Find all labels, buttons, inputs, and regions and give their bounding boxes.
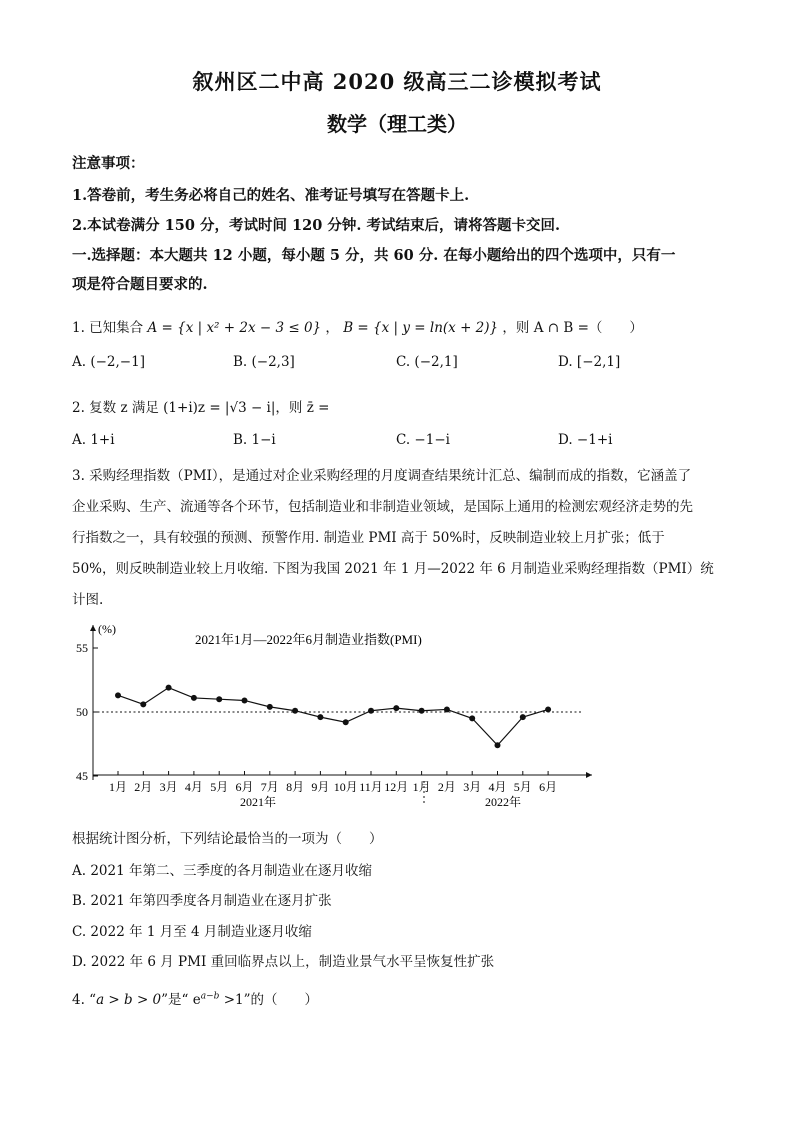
data-point (216, 696, 222, 702)
question-3-option-a[interactable]: A. 2021 年第二、三季度的各月制造业在逐月收缩 (72, 863, 372, 879)
question-3-para-line3: 行指数之一，具有较强的预测、预警作用. 制造业 PMI 高于 50%时，反映制造业较上月扩张；低于 (72, 530, 665, 546)
question-3-option-b[interactable]: B. 2021 年第四季度各月制造业在逐月扩张 (72, 893, 332, 909)
question-4-middle: ”是“ e (161, 992, 201, 1008)
notice-item-2: 2.本试卷满分 150 分，考试时间 120 分钟. 考试结束后，请将答题卡交回. (72, 217, 561, 234)
data-point (545, 706, 551, 712)
data-point (191, 695, 197, 701)
page-title: 叙州区二中高 2020 级高三二诊模拟考试 (192, 69, 602, 94)
data-point (267, 704, 273, 710)
question-2-option-a[interactable]: A. 1+i (72, 432, 115, 448)
pmi-chart-svg (60, 615, 600, 815)
year-label-2022: 2022年 (484, 795, 522, 809)
question-3-para-line5: 计图. (72, 592, 104, 608)
question-1-prefix: 1. 已知集合 (72, 320, 144, 336)
question-1-option-c[interactable]: C. (−2,1] (396, 354, 458, 370)
y-axis-unit-label: (%) (98, 622, 116, 636)
x-tick-label: 4月 (184, 780, 203, 794)
data-point (292, 708, 298, 714)
question-4-condition: a > b > 0 (96, 992, 162, 1008)
series-line-group (118, 688, 548, 746)
x-tick-label: 1月 (412, 780, 431, 794)
data-point (242, 697, 248, 703)
x-tick-label: 12月 (384, 780, 409, 794)
question-1-separator: ， (325, 320, 339, 336)
question-3-option-c[interactable]: C. 2022 年 1 月至 4 月制造业逐月收缩 (72, 924, 312, 940)
x-tick-label: 3月 (159, 780, 178, 794)
section-heading-line1: 一.选择题：本大题共 12 小题，每小题 5 分，共 60 分. 在每小题给出的四个选项中，只有一 (72, 247, 676, 264)
question-4-suffix: >1”的（ ） (219, 992, 319, 1008)
data-point (115, 692, 121, 698)
page-subtitle: 数学（理工类） (327, 112, 467, 136)
question-3-para-line2: 企业采购、生产、流通等各个环节，包括制造业和非制造业领域，是国际上通用的检测宏观经济走势的先 (72, 499, 693, 515)
question-4-stem (72, 988, 318, 1008)
question-4-prefix: 4. “ (72, 992, 97, 1008)
year-label-2021: 2021年 (239, 795, 277, 809)
section-heading-line2: 项是符合题目要求的. (72, 276, 208, 293)
data-point (444, 706, 450, 712)
data-point (140, 701, 146, 707)
y-tick-label: 55 (76, 641, 88, 655)
data-point (469, 715, 475, 721)
data-point (343, 719, 349, 725)
question-3-para-line1: 3. 采购经理指数（PMI），是通过对企业采购经理的月度调查结果统计汇总、编制而成的指数，它涵盖了 (72, 468, 692, 484)
data-point (393, 705, 399, 711)
data-point (166, 685, 172, 691)
question-2-stem: 2. 复数 z 满足 (1+i)z = |√3 − i|，则 z̄ = (72, 400, 330, 416)
chart-title: 2021年1月—2022年6月制造业指数(PMI) (195, 632, 422, 647)
x-tick-label: 8月 (286, 780, 305, 794)
x-tick-label: 6月 (235, 780, 254, 794)
set-a-formula: A = {x | x² + 2x − 3 ≤ 0} (147, 320, 322, 336)
y-tick-label: 50 (76, 705, 88, 719)
question-3-para-line4: 50%，则反映制造业较上月收缩. 下图为我国 2021 年 1 月—2022 年 6 月制造业采购经理指数（PMI）统 (72, 561, 714, 577)
x-tick-label: 7月 (260, 780, 279, 794)
data-point (419, 708, 425, 714)
question-2-option-d[interactable]: D. −1+i (558, 432, 613, 448)
x-tick-label: 1月 (108, 780, 128, 794)
question-1-option-d[interactable]: D. [−2,1] (558, 354, 621, 370)
pmi-line-chart (60, 615, 600, 815)
x-tick-label: 5月 (210, 780, 229, 794)
question-2-option-c[interactable]: C. −1−i (396, 432, 450, 448)
x-tick-label: 10月 (333, 780, 358, 794)
question-1-option-a[interactable]: A. (−2,−1] (72, 354, 145, 370)
data-point (520, 714, 526, 720)
x-tick-label: 11月 (359, 780, 383, 794)
x-tick-labels-group (109, 771, 557, 794)
question-2-option-b[interactable]: B. 1−i (233, 432, 276, 448)
data-point (495, 742, 501, 748)
data-points-group (115, 685, 551, 749)
question-4-exponent: a−b (200, 991, 220, 1002)
x-tick-label: 6月 (539, 780, 558, 794)
question-1-suffix: ，则 A ∩ B =（ ） (502, 320, 643, 336)
set-b-formula: B = {x | y = ln(x + 2)} (343, 320, 499, 336)
data-point (317, 714, 323, 720)
notice-heading: 注意事项： (72, 155, 145, 172)
x-tick-label: 2月 (437, 780, 456, 794)
y-tick-label: 45 (76, 769, 88, 783)
data-point (368, 708, 374, 714)
question-3-option-d[interactable]: D. 2022 年 6 月 PMI 重回临界点以上，制造业景气水平呈恢复性扩张 (72, 954, 495, 970)
x-tick-label: 9月 (311, 780, 330, 794)
notice-item-1: 1.答卷前，考生务必将自己的姓名、准考证号填写在答题卡上. (72, 187, 470, 204)
question-1-stem (72, 316, 643, 336)
series-line (118, 688, 548, 746)
x-tick-label: 2月 (134, 780, 153, 794)
x-tick-label: 3月 (463, 780, 482, 794)
question-1-option-b[interactable]: B. (−2,3] (233, 354, 295, 370)
x-tick-label: 4月 (488, 780, 507, 794)
question-3-prompt: 根据统计图分析，下列结论最恰当的一项为（ ） (72, 831, 383, 847)
x-tick-label: 5月 (513, 780, 532, 794)
